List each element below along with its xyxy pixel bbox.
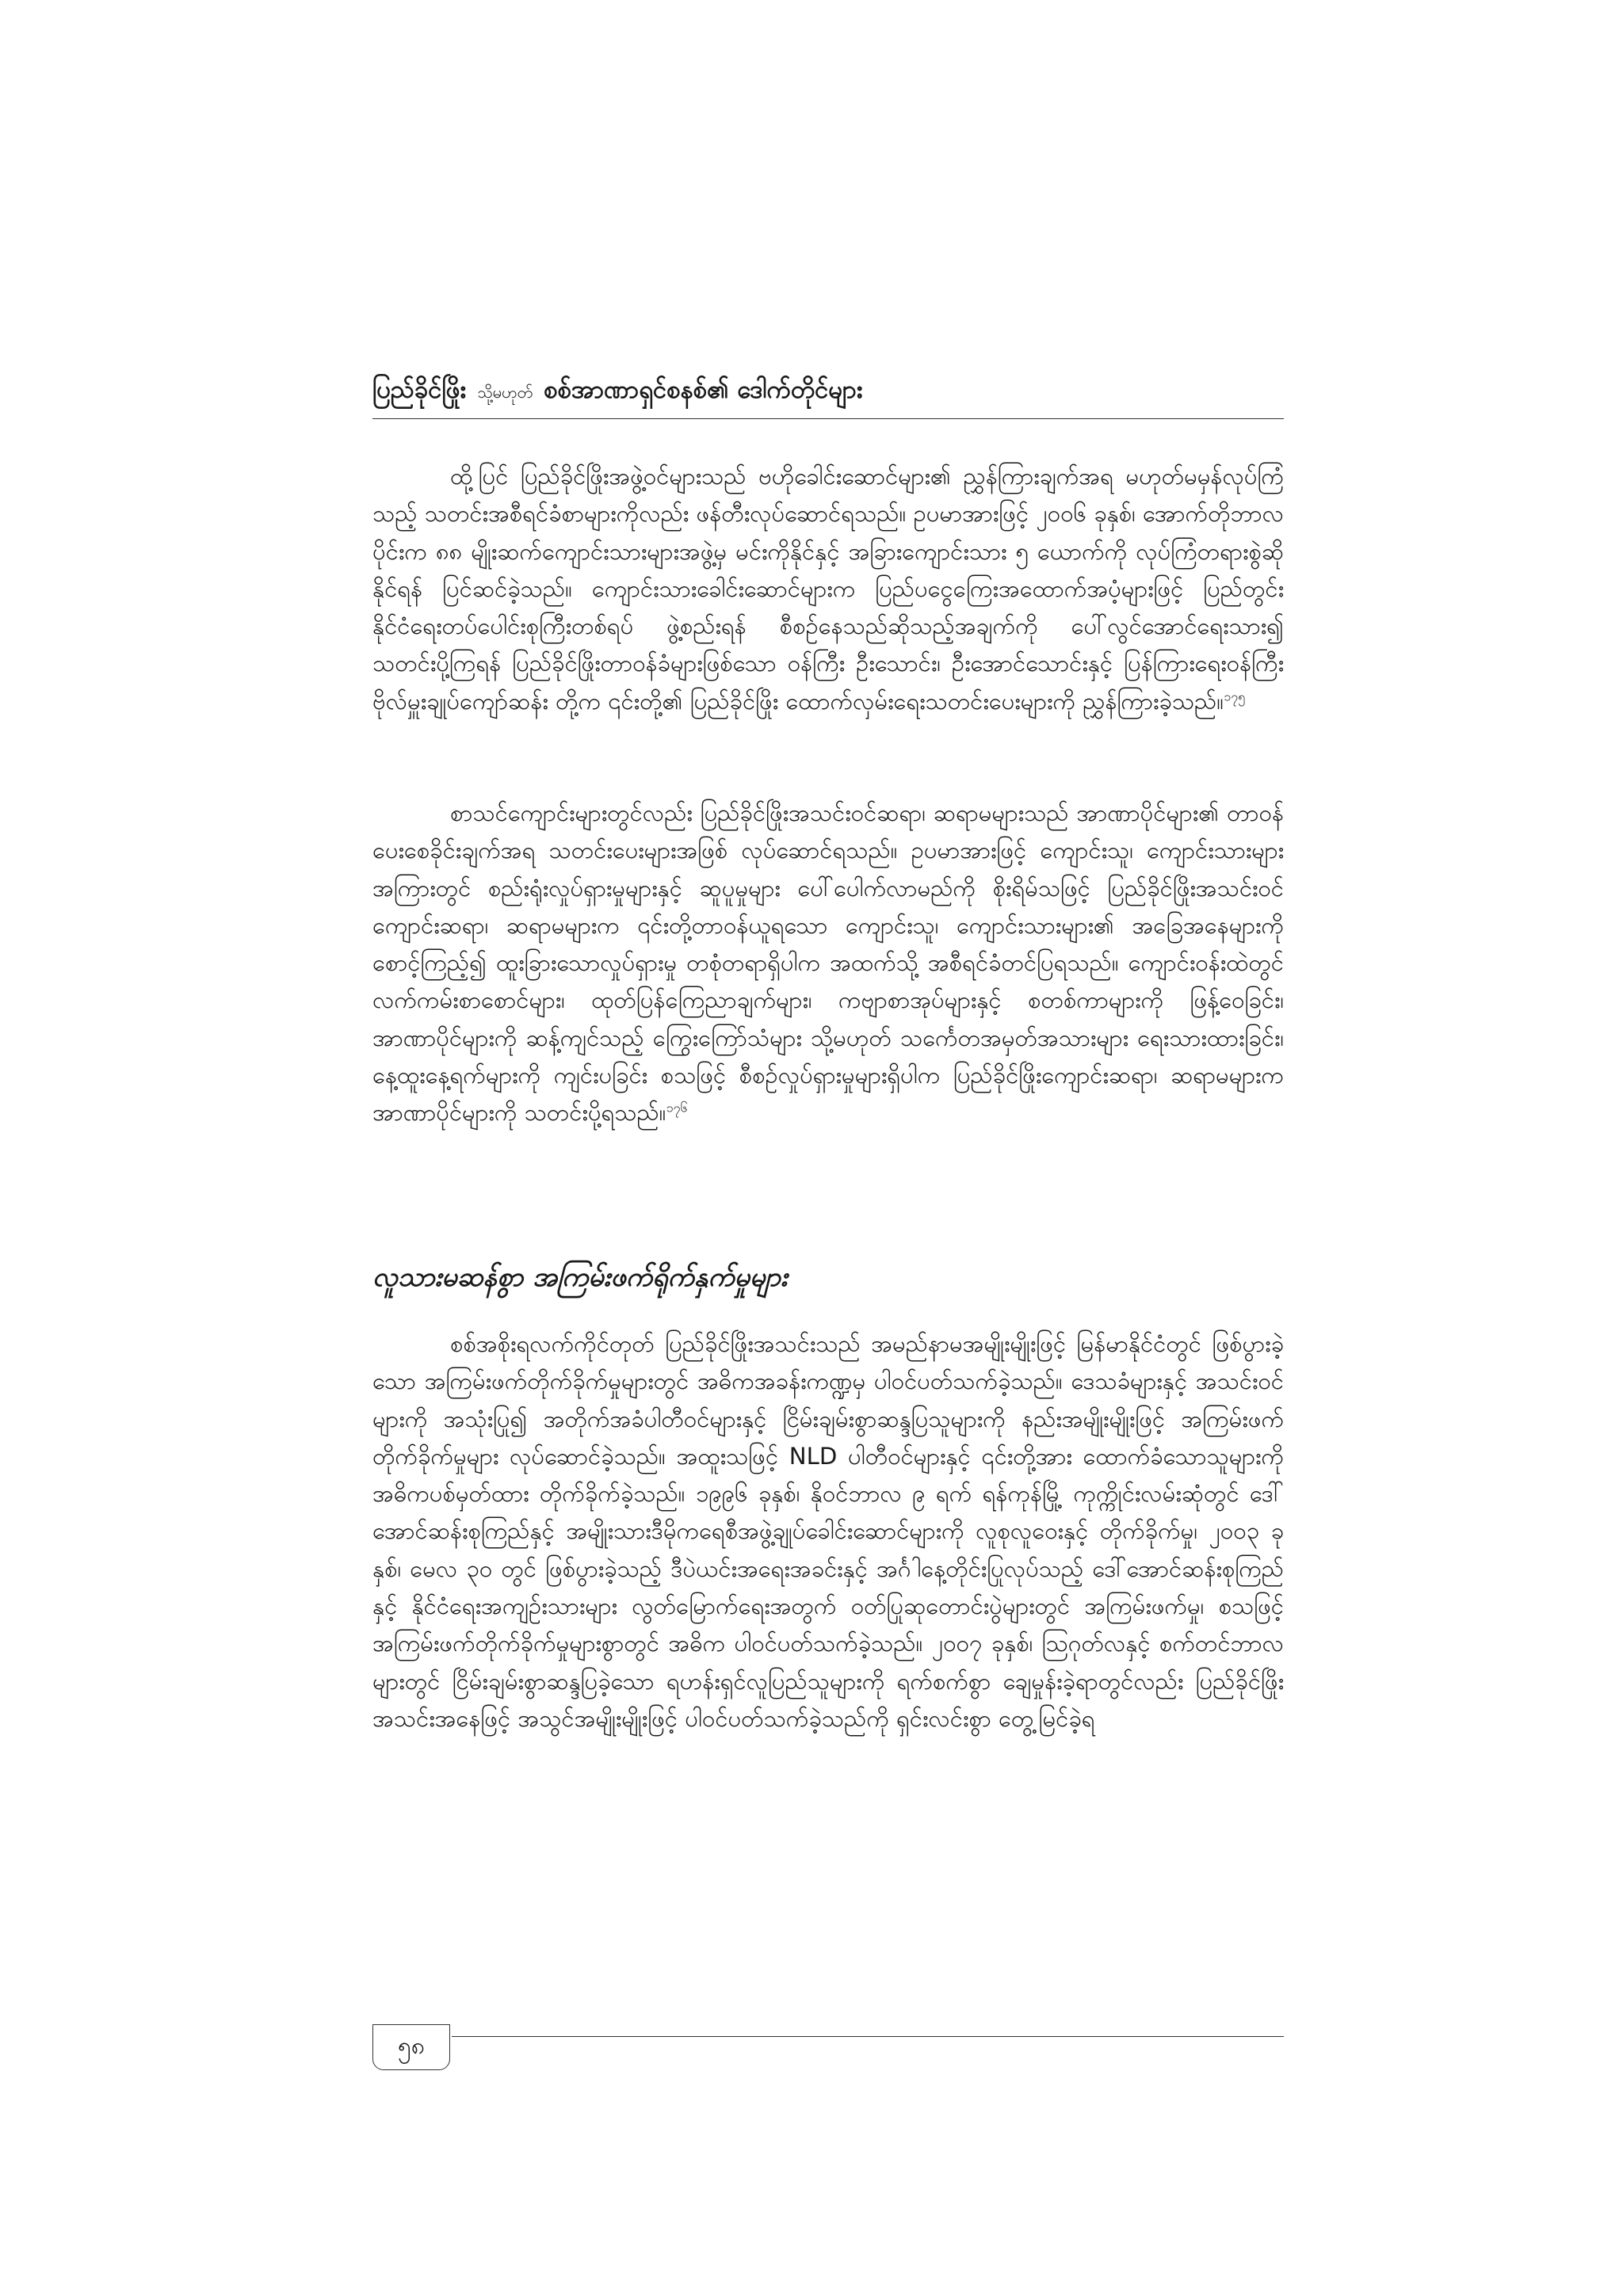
- paragraph-3-text: စစ်အစိုးရလက်ကိုင်တုတ် ပြည်ခိုင်ဖြိုးအသင်းသည် အမည်နာမအမျိုးမျိုးဖြင့် မြန်မာနိုင်ငံတွင် ဖြစ်ပွားခဲ့သော အကြမ်းဖက်တိုက်ခိုက်မှုများတွင် အဓိကအခန်းကဏ္ဍမှ ပါဝင်ပတ်သက်ခဲ့သည်။ ဒေသခံများနှင့် အသင်းဝင်များကို အသုံးပြု၍ အတိုက်အခံပါတီဝင်များနှင့် ငြိမ်းချမ်းစွာဆန္ဒပြသူများကို နည်းအမျိုးမျိုးဖြင့် အကြမ်းဖက်တိုက်ခိုက်မှုများ လုပ်ဆောင်ခဲ့သည်။ အထူးသဖြင့် NLD ပါတီဝင်များနှင့် ၎င်းတို့အား ထောက်ခံသောသူများကို အဓိကပစ်မှတ်ထား တိုက်ခိုက်ခဲ့သည်။ ၁၉၉၆ ခုနှစ်၊ နိုဝင်ဘာလ ၉ ရက် ရန်ကုန်မြို့ ကုက္ကိုင်းလမ်းဆုံတွင် ဒေါ်အောင်ဆန်းစုကြည်နှင့် အမျိုးသားဒီမိုကရေစီအဖွဲ့ချုပ်ခေါင်းဆောင်များကို လူစုလူဝေးနှင့် တိုက်ခိုက်မှု၊ ၂၀၀၃ ခုနှစ်၊ မေလ ၃၀ တွင် ဖြစ်ပွားခဲ့သည့် ဒီပဲယင်းအရေးအခင်းနှင့် အင်္ဂါနေ့တိုင်းပြုလုပ်သည့် ဒေါ်အောင်ဆန်းစုကြည်နှင့် နိုင်ငံရေးအကျဉ်းသားများ လွတ်မြောက်ရေးအတွက် ဝတ်ပြုဆုတောင်းပွဲများတွင် အကြမ်းဖက်မှု၊ စသဖြင့် အကြမ်းဖက်တိုက်ခိုက်မှုများစွာတွင် အဓိက ပါဝင်ပတ်သက်ခဲ့သည်။ ၂၀၀၇ ခုနှစ်၊ ဩဂုတ်လနှင့် စက်တင်ဘာလများတွင် ငြိမ်းချမ်းစွာဆန္ဒပြခဲ့သော ရဟန်းရှင်လူပြည်သူများကို ရက်စက်စွာ ချေမှုန်းခဲ့ရာတွင်လည်း ပြည်ခိုင်ဖြိုးအသင်းအနေဖြင့် အသွင်အမျိုးမျိုးဖြင့် ပါဝင်ပတ်သက်ခဲ့သည်ကို ရှင်းလင်းစွာ တွေ့မြင်ခဲ့ရ: [372, 1330, 1285, 1732]
- section-heading: လူသားမဆန်စွာ အကြမ်းဖက်ရိုက်နှက်မှုများ: [372, 1261, 788, 1293]
- header-title-part2: စစ်အာဏာရှင်စနစ်၏ ဒေါက်တိုင်များ: [544, 376, 863, 404]
- header-divider: [372, 418, 1284, 419]
- header-title-part1: ပြည်ခိုင်ဖြိုး: [372, 376, 467, 404]
- running-header: [372, 374, 1284, 410]
- paragraph-2: [372, 795, 1284, 1132]
- footer-divider: [452, 2036, 1284, 2037]
- paragraph-3: [372, 1325, 1284, 1737]
- header-conjunction: သို့မဟုတ်: [477, 383, 533, 402]
- paragraph-2-text: စာသင်ကျောင်းများတွင်လည်း ပြည်ခိုင်ဖြိုးအသင်းဝင်ဆရာ၊ ဆရာမများသည် အာဏာပိုင်များ၏ တာဝန်ပေးစေခိုင်းချက်အရ သတင်းပေးများအဖြစ် လုပ်ဆောင်ရသည်။ ဥပမာအားဖြင့် ကျောင်းသူ၊ ကျောင်းသားများအကြားတွင် စည်းရုံးလှုပ်ရှားမှုများနှင့် ဆူပူမှုများ ပေါ်ပေါက်လာမည်ကို စိုးရိမ်သဖြင့် ပြည်ခိုင်ဖြိုးအသင်းဝင် ကျောင်းဆရာ၊ ဆရာမများက ၎င်းတို့တာဝန်ယူရသော ကျောင်းသူ၊ ကျောင်းသားများ၏ အခြေအနေများကို စောင့်ကြည့်၍ ထူးခြားသောလှုပ်ရှားမှု တစုံတရာရှိပါက အထက်သို့ အစီရင်ခံတင်ပြရသည်။ ကျောင်းဝန်းထဲတွင် လက်ကမ်းစာစောင်များ၊ ထုတ်ပြန်ကြေညာချက်များ၊ ကဗျာစာအုပ်များနှင့် စတစ်ကာများကို ဖြန့်ဝေခြင်း၊ အာဏာပိုင်များကို ဆန့်ကျင်သည့် ကြွေးကြော်သံများ သို့မဟုတ် သင်္ကေတအမှတ်အသားများ ရေးသားထားခြင်း၊ နေ့ထူးနေ့ရက်များကို ကျင်းပခြင်း စသဖြင့် စီစဉ်လှုပ်ရှားမှုများရှိပါက ပြည်ခိုင်ဖြိုးကျောင်းဆရာ၊ ဆရာမများက အာဏာပိုင်များကို သတင်းပို့ရသည်။: [372, 799, 1284, 1127]
- footnote-reference: ၁၇၆: [666, 1100, 688, 1116]
- page-number: ၅၈: [372, 2024, 450, 2070]
- paragraph-1-text: ထို့ပြင် ပြည်ခိုင်ဖြိုးအဖွဲ့ဝင်များသည် ဗဟိုခေါင်းဆောင်များ၏ ညွှန်ကြားချက်အရ မဟုတ်မမှန်လုပ်ကြံသည့် သတင်းအစီရင်ခံစာများကိုလည်း ဖန်တီးလုပ်ဆောင်ရသည်။ ဥပမာအားဖြင့် ၂၀၀၆ ခုနှစ်၊ အောက်တိုဘာလပိုင်းက ၈၈ မျိုးဆက်ကျောင်းသားများအဖွဲ့မှ မင်းကိုနိုင်နှင့် အခြားကျောင်းသား ၅ ယောက်ကို လုပ်ကြံတရားစွဲဆိုနိုင်ရန် ပြင်ဆင်ခဲ့သည်။ ကျောင်းသားခေါင်းဆောင်များက ပြည်ပငွေကြေးအထောက်အပံ့များဖြင့် ပြည်တွင်းနိုင်ငံရေးတပ်ပေါင်းစုကြီးတစ်ရပ် ဖွဲ့စည်းရန် စီစဉ်နေသည်ဆိုသည့်အချက်ကို ပေါ်လွင်အောင်ရေးသား၍ သတင်းပို့ကြရန် ပြည်ခိုင်ဖြိုးတာဝန်ခံများဖြစ်သော ဝန်ကြီး ဦးသောင်း၊ ဦးအောင်သောင်းနှင့် ပြန်ကြားရေးဝန်ကြီး ဗိုလ်မှူးချုပ်ကျော်ဆန်း တို့က ၎င်းတို့၏ ပြည်ခိုင်ဖြိုး ထောက်လှမ်းရေးသတင်းပေးများကို ညွှန်ကြားခဲ့သည်။: [372, 463, 1284, 715]
- paragraph-1: [372, 458, 1284, 720]
- footnote-reference: ၁၇၅: [1224, 688, 1246, 704]
